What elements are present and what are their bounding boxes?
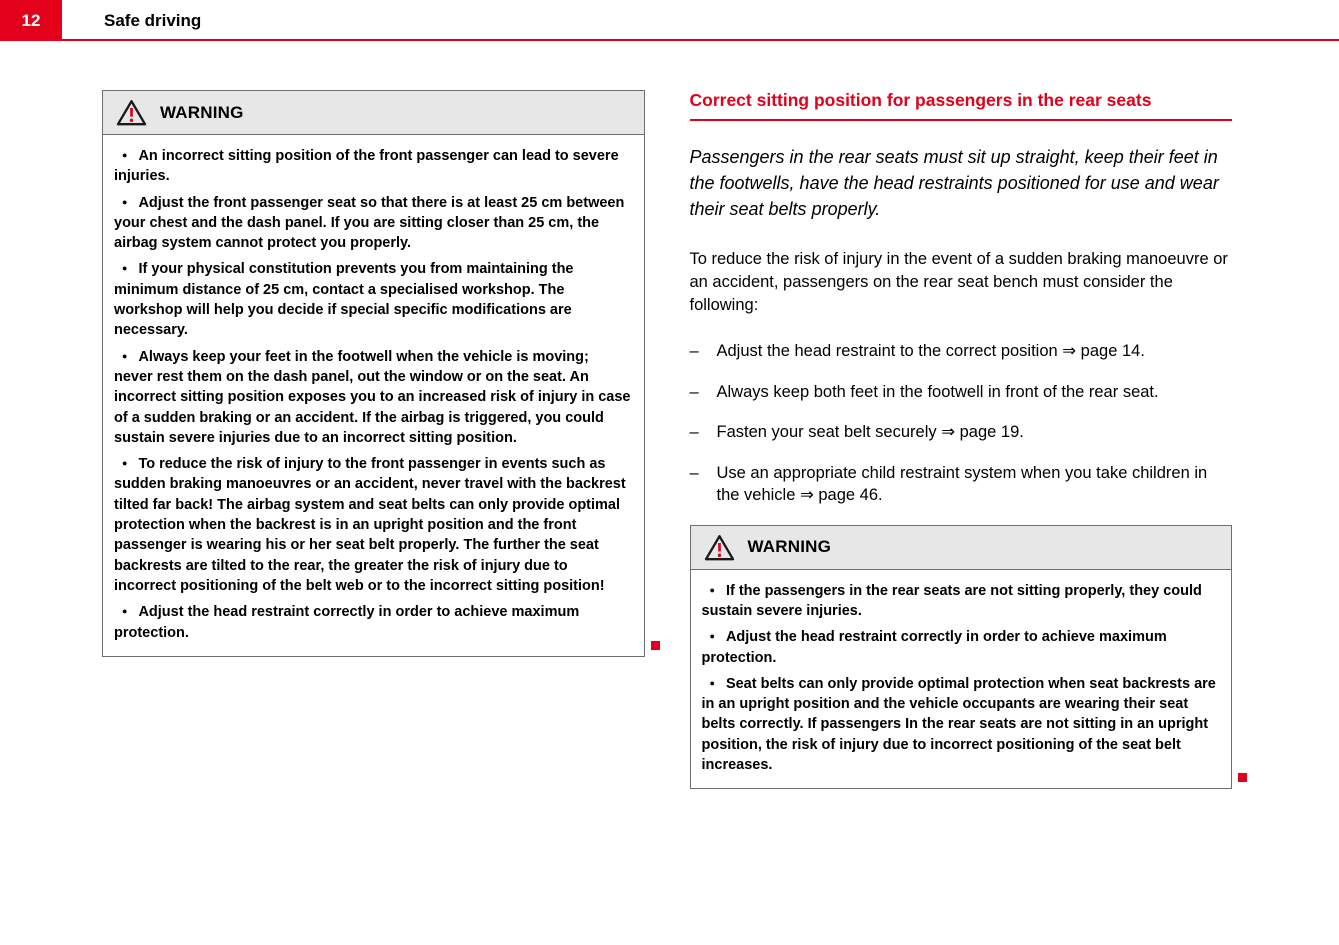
intro-paragraph: To reduce the risk of injury in the event of a sudden braking manoeuvre or an accident, passengers on the rear seat bench must consider the following: bbox=[689, 250, 1228, 315]
warning-title: WARNING bbox=[160, 102, 244, 122]
warning-box-body bbox=[103, 135, 644, 656]
warning-item: ● Adjust the front passenger seat so that there is at least 25 cm between your chest and the dash panel. If you are sitting closer than 25 cm, the airbag system cannot protect you properly. bbox=[114, 193, 632, 254]
right-column bbox=[690, 90, 1233, 789]
warning-box-body bbox=[691, 570, 1232, 789]
warning-item: ● Adjust the head restraint correctly in order to achieve maximum protection. bbox=[702, 627, 1220, 668]
section-end-marker bbox=[1238, 773, 1247, 782]
list-item: – Adjust the head restraint to the correct position ⇒ page 14. bbox=[690, 340, 1233, 362]
warning-item: ● An incorrect sitting position of the front passenger can lead to severe injuries. bbox=[114, 146, 632, 187]
warning-item: ● To reduce the risk of injury to the front passenger in events such as sudden braking manoeuvres or an accident, never travel with the backrest tilted far back! The airbag system and seat belts can only provide optimal protection when the backrest is in an upright position and the front passenger is wearing his or her seat belt properly. The further the seat backrests are tilted to the rear, the greater the risk of injury due to incorrect positioning of the belt web or to the incorrect sitting position! bbox=[114, 454, 632, 596]
lead-paragraph: Passengers in the rear seats must sit up straight, keep their feet in the footwells, have the head restraints positioned for use and wear their seat belts properly. bbox=[689, 146, 1219, 220]
warning-box-header bbox=[691, 526, 1232, 570]
list-item: – Fasten your seat belt securely ⇒ page 19. bbox=[690, 421, 1233, 443]
warning-box-rear-seats bbox=[690, 525, 1233, 790]
content-columns bbox=[102, 90, 1232, 789]
section-title: Safe driving bbox=[104, 10, 202, 30]
page-header bbox=[0, 0, 1339, 41]
left-column bbox=[102, 90, 645, 657]
warning-item: ● Seat belts can only provide optimal protection when seat backrests are in an upright position and the vehicle occupants are wearing their seat belts correctly. If passengers In the rear seats are not sitting in an upright position, the risk of injury due to incorrect positioning of the seat belt increases. bbox=[702, 674, 1220, 775]
warning-triangle-icon bbox=[704, 534, 735, 561]
warning-title: WARNING bbox=[747, 537, 832, 557]
warning-box-front-passenger bbox=[102, 90, 645, 657]
warning-box-header bbox=[103, 91, 644, 135]
page-title: Correct sitting position for passengers in the rear seats bbox=[690, 90, 1233, 121]
warning-item: ● Always keep your feet in the footwell when the vehicle is moving; never rest them on the dash panel, out the window or on the seat. An incorrect sitting position exposes you to an increased risk of injury in case of a sudden braking or an accident. If the airbag is triggered, you could sustain severe injuries due to an incorrect sitting position. bbox=[114, 347, 632, 448]
list-item: – Use an appropriate child restraint system when you take children in the vehicle ⇒ page 46. bbox=[690, 462, 1233, 507]
page-number-badge: 12 bbox=[0, 0, 62, 41]
warning-item: ● Adjust the head restraint correctly in order to achieve maximum protection. bbox=[114, 602, 632, 643]
warning-item: ● If your physical constitution prevents you from maintaining the minimum distance of 25 cm, contact a specialised workshop. The workshop will help you decide if special specific modifications are necessary. bbox=[114, 259, 632, 340]
list-item: – Always keep both feet in the footwell in front of the rear seat. bbox=[690, 381, 1233, 403]
warning-triangle-icon bbox=[116, 99, 147, 126]
warning-item: ● If the passengers in the rear seats are not sitting properly, they could sustain severe injuries. bbox=[702, 581, 1220, 622]
instruction-list bbox=[690, 340, 1233, 506]
section-end-marker bbox=[651, 641, 660, 650]
